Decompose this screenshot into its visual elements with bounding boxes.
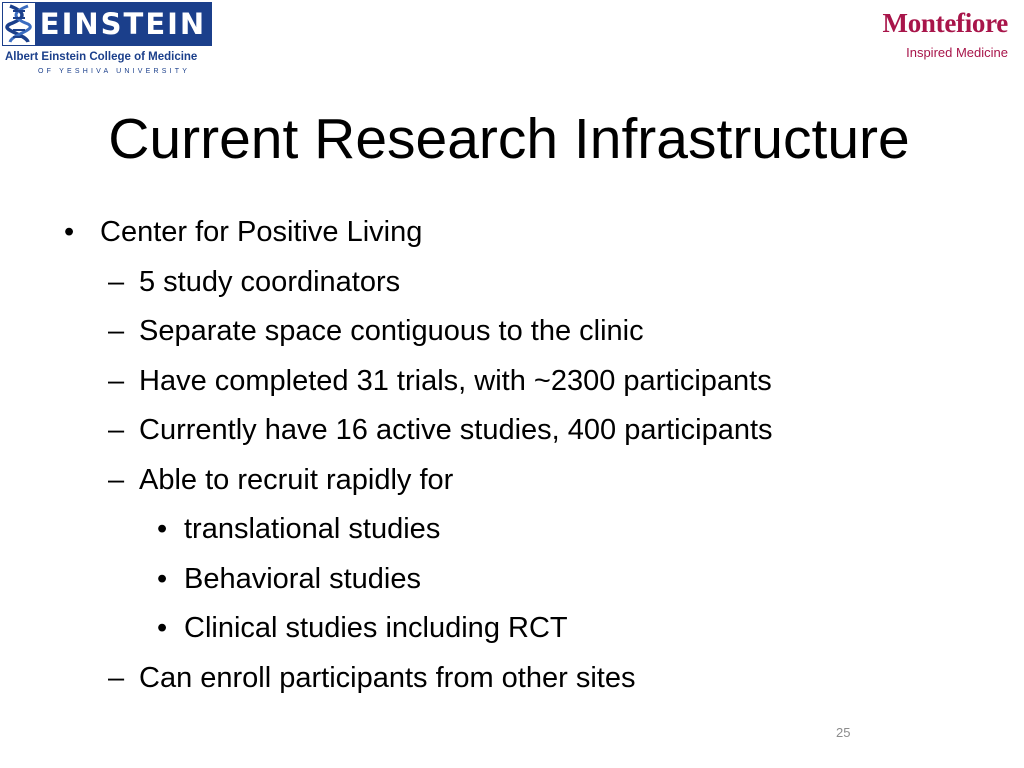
bullet-text: Able to recruit rapidly for — [139, 464, 454, 496]
dash-marker: – — [108, 365, 125, 397]
bullet-text: Separate space contiguous to the clinic — [139, 315, 644, 347]
einstein-wordmark: EINSTEIN — [35, 3, 211, 45]
bullet-text: Currently have 16 active studies, 400 participants — [139, 414, 773, 446]
montefiore-name: Montefiore — [882, 8, 1008, 38]
bullet-marker: • — [157, 513, 168, 545]
bullet-marker: • — [157, 563, 168, 595]
bullet-text: Can enroll participants from other sites — [139, 662, 636, 694]
dash-marker: – — [108, 414, 125, 446]
bullet-marker: • — [64, 216, 75, 248]
bullet-text: Have completed 31 trials, with ~2300 participants — [139, 365, 772, 397]
dash-marker: – — [108, 662, 125, 694]
bullet-marker: • — [157, 612, 168, 644]
einstein-college-name: Albert Einstein College of Medicine — [5, 51, 198, 63]
bullet-text: Clinical studies including RCT — [184, 612, 568, 644]
bullet-text: Behavioral studies — [184, 563, 421, 595]
dash-marker: – — [108, 315, 125, 347]
bullet-text: Center for Positive Living — [100, 216, 423, 248]
page-number: 25 — [836, 725, 851, 740]
montefiore-tagline: Inspired Medicine — [906, 45, 1008, 60]
einstein-university-name: OF YESHIVA UNIVERSITY — [38, 68, 191, 75]
bullet-text: translational studies — [184, 513, 441, 545]
slide-title: Current Research Infrastructure — [108, 107, 910, 171]
dash-marker: – — [108, 464, 125, 496]
bullet-text: 5 study coordinators — [139, 266, 401, 298]
dash-marker: – — [108, 266, 125, 298]
